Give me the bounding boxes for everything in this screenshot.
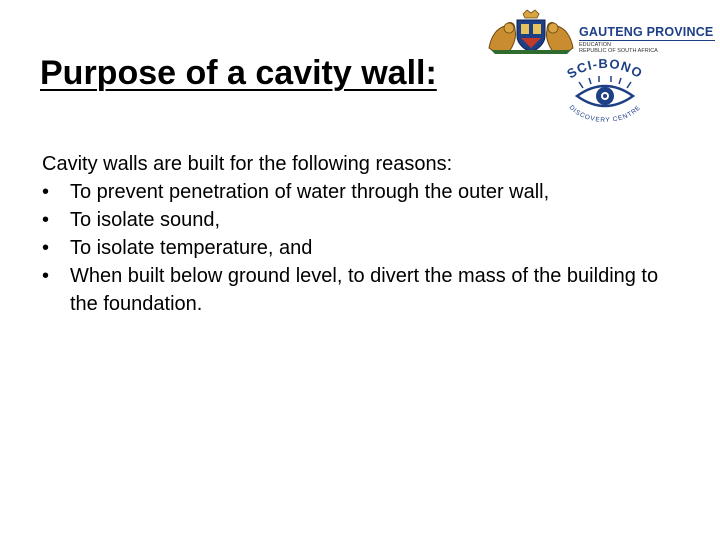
sci-bono-logo [553, 58, 657, 128]
list-item [42, 178, 682, 206]
list-item-text: To isolate temperature, and [70, 237, 313, 259]
gauteng-country: REPUBLIC OF SOUTH AFRICA [579, 48, 658, 54]
gauteng-divider [579, 40, 715, 41]
list-item-text: To isolate sound, [70, 209, 221, 231]
list-item [42, 262, 682, 318]
slide-body [42, 150, 682, 318]
reasons-list [42, 178, 682, 318]
gauteng-department: EDUCATION [579, 42, 611, 48]
svg-text:DISCOVERY CENTRE: DISCOVERY CENTRE [567, 104, 643, 124]
intro-text: Cavity walls are built for the following reasons: [42, 153, 453, 175]
bullet-marker: • [42, 181, 50, 203]
bullet-marker: • [42, 265, 50, 287]
bullet-marker: • [42, 209, 50, 231]
slide-title: Purpose of a cavity wall: [40, 54, 437, 92]
svg-text:SCI-BONO: SCI-BONO [564, 58, 646, 82]
sci-bono-eye-icon [553, 58, 657, 128]
list-item [42, 206, 682, 234]
list-item-text: To prevent penetration of water through the outer wall, [70, 181, 550, 203]
bullet-marker: • [42, 237, 50, 259]
gauteng-province-logo [487, 8, 719, 54]
list-item-text: When built below ground level, to divert the mass of the building to the foundation. [70, 265, 659, 315]
gauteng-crest-icon [487, 8, 575, 54]
gauteng-province-name: GAUTENG PROVINCE [579, 25, 714, 39]
list-item [42, 234, 682, 262]
